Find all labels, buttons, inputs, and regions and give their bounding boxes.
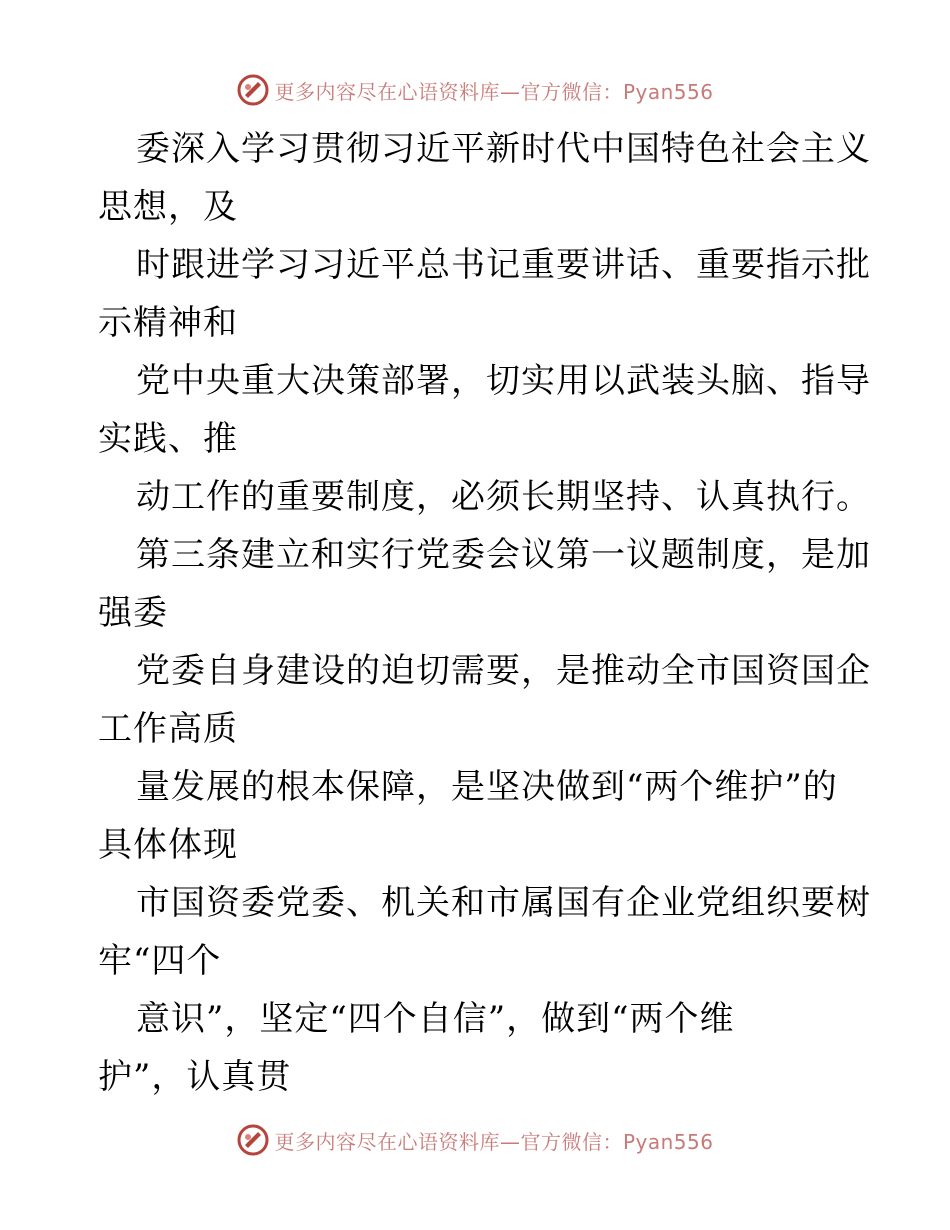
text-line: 工作高质 — [98, 709, 238, 749]
document-body — [98, 120, 888, 1106]
footer-banner — [0, 1120, 950, 1160]
banner-text: 更多内容尽在心语资料库—官方微信：Pyan556 — [274, 1129, 714, 1154]
text-line: 牢“四个 — [98, 941, 222, 981]
text-line: 具体体现 — [98, 825, 238, 865]
text-line: 党委自身建设的迫切需要，是推动全市国资国企 — [136, 651, 871, 691]
text-line: 护”，认真贯 — [98, 1057, 292, 1097]
text-line: 实践、推 — [98, 419, 238, 459]
header-banner — [0, 70, 950, 110]
text-line: 市国资委党委、机关和市属国有企业党组织要树 — [136, 883, 871, 923]
text-line: 思想，及 — [98, 187, 238, 227]
text-line: 时跟进学习习近平总书记重要讲话、重要指示批 — [136, 245, 871, 285]
text-line: 强委 — [98, 593, 168, 633]
text-line: 意识”，坚定“四个自信”，做到“两个维 — [136, 999, 735, 1039]
text-line: 动工作的重要制度，必须长期坚持、认真执行。 — [136, 477, 871, 517]
banner-text: 更多内容尽在心语资料库—官方微信：Pyan556 — [274, 79, 714, 104]
text-line: 第三条建立和实行党委会议第一议题制度，是加 — [136, 535, 871, 575]
text-line: 量发展的根本保障，是坚决做到“两个维护”的 — [136, 767, 838, 807]
brand-logo-icon — [236, 73, 270, 107]
text-line: 党中央重大决策部署，切实用以武装头脑、指导 — [136, 361, 871, 401]
brand-logo-icon — [236, 1123, 270, 1157]
text-line: 示精神和 — [98, 303, 238, 343]
text-line: 委深入学习贯彻习近平新时代中国特色社会主义 — [136, 129, 871, 169]
